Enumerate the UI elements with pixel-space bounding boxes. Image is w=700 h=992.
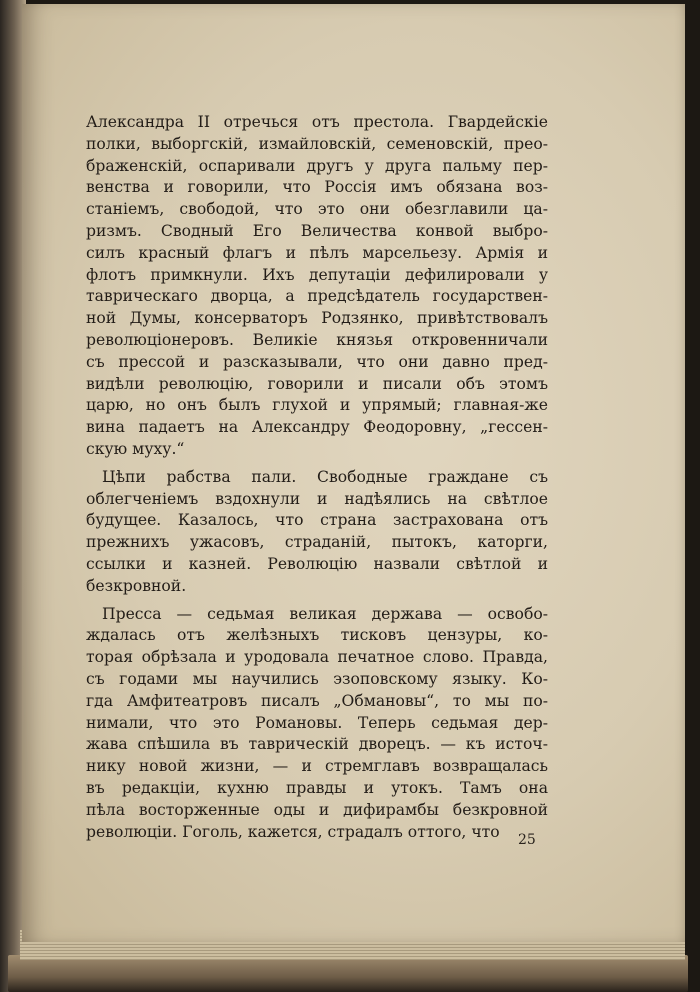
text-line: флотъ примкнули. Ихъ депутаціи дефилировали у (86, 265, 548, 284)
text-line: въ редакціи, кухню правды и утокъ. Тамъ она (86, 778, 548, 797)
paragraph-3 (86, 604, 548, 844)
book-back-cover (8, 955, 688, 992)
text-line: таврическаго дворца, а предсѣдатель государствен- (86, 287, 548, 306)
text-line: ссылки и казней. Революцію назвали свѣтлой и (86, 554, 548, 573)
text-line: ждалась отъ желѣзныхъ тисковъ цензуры, ко- (86, 626, 548, 645)
text-line: безкровной. (86, 576, 187, 595)
text-line: царю, но онъ былъ глухой и упрямый; главная-же (86, 396, 548, 415)
paragraph-2 (86, 467, 548, 598)
text-line: революціонеровъ. Великіе князья откровенничали (86, 330, 548, 349)
text-line: будущее. Казалось, что страна застрахована отъ (86, 511, 548, 530)
text-line: Цѣпи рабства пали. Свободные граждане съ (102, 467, 548, 486)
text-line: торая обрѣзала и уродовала печатное слово. Правда, (86, 648, 548, 667)
book-page (22, 4, 685, 942)
text-line: Александра II отречься отъ престола. Гвардейскіе (86, 113, 548, 131)
text-line: пѣла восторженные оды и дифирамбы безкровной (86, 800, 548, 819)
text-line: нимали, что это Романовы. Теперь седьмая дер- (86, 713, 548, 732)
body-text (86, 112, 548, 843)
text-line: облегченіемъ вздохнули и надѣялись на свѣтлое (86, 489, 548, 508)
text-line: жава спѣшила въ таврическій дворецъ. — къ источ- (86, 735, 548, 754)
text-line: полки, выборгскій, измайловскій, семеновскій, прео- (86, 134, 548, 153)
text-line: браженскій, оспаривали другъ у друга пальму пер- (86, 156, 548, 175)
paragraph-1 (86, 112, 548, 461)
text-line: съ прессой и разсказывали, что они давно пред- (86, 352, 548, 371)
text-line: станіемъ, свободой, что это они обезглавили ца- (86, 200, 548, 219)
text-line: нику новой жизни, — и стремглавъ возвращалась (86, 757, 548, 776)
text-line: венства и говорили, что Россія имъ обязана воз- (86, 178, 548, 197)
text-line: силъ красный флагъ и пѣлъ марсельезу. Армія и (86, 243, 548, 262)
text-line: съ годами мы научились эзоповскому языку. Ко- (86, 669, 548, 688)
page-number: 25 (518, 832, 536, 848)
text-line: ризмъ. Сводный Его Величества конвой выбро- (86, 221, 548, 240)
text-line: вина падаетъ на Александру Феодоровну, „гессен- (86, 418, 548, 437)
text-line: видѣли революцію, говорили и писали объ этомъ (86, 374, 548, 393)
text-line: гда Амфитеатровъ писалъ „Обмановы“, то мы по- (86, 691, 548, 710)
text-line: революціи. Гоголь, кажется, страдалъ оттого, что (86, 822, 500, 841)
text-line: прежнихъ ужасовъ, страданій, пытокъ, каторги, (86, 533, 548, 552)
text-line: ной Думы, консерваторъ Родзянко, привѣтствовалъ (86, 309, 548, 328)
text-line: скую муху.“ (86, 439, 185, 458)
text-line: Пресса — седьмая великая держава — освобо- (102, 604, 548, 623)
